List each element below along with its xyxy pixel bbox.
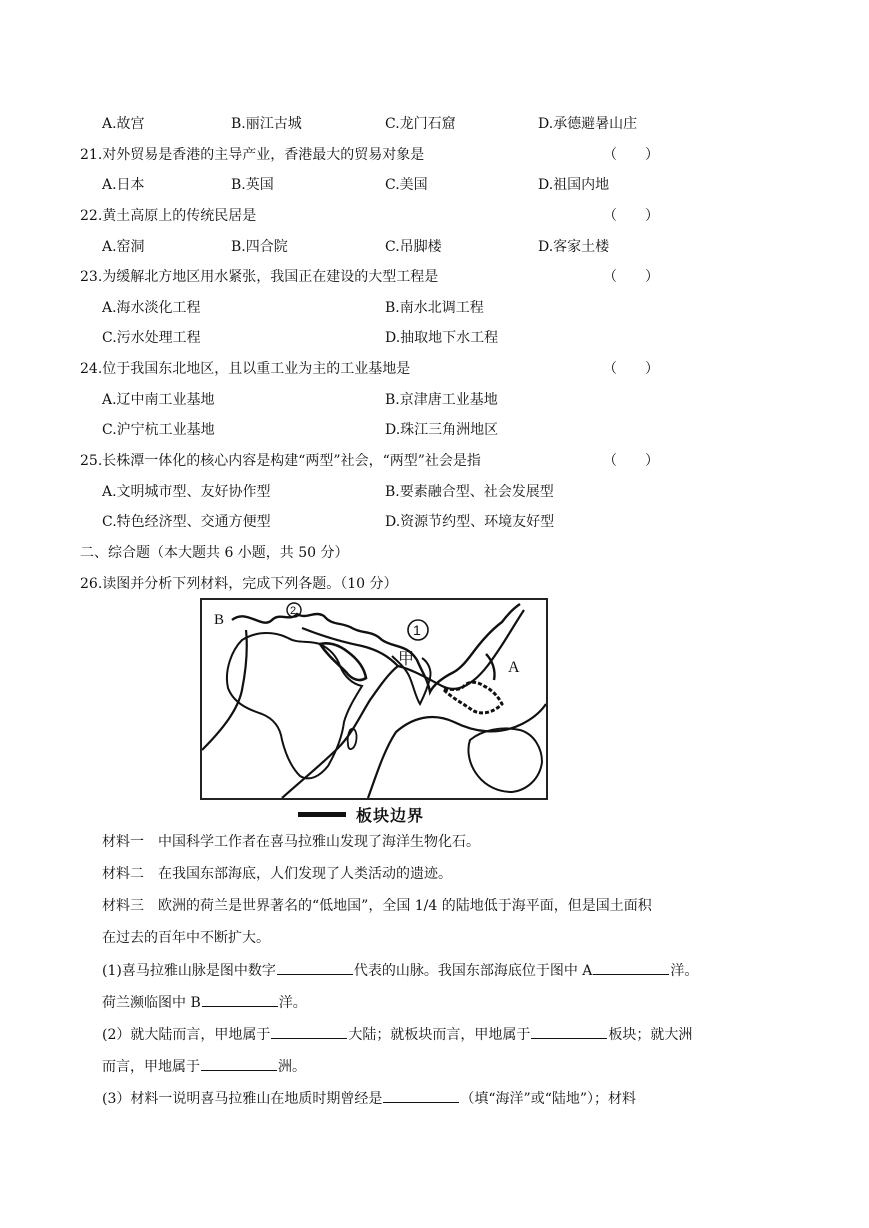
q23-answer-paren: （ ）: [603, 269, 659, 285]
sq3-text-a: (3）材料一说明喜马拉雅山在地质时期曾经是: [102, 1091, 383, 1107]
sq1-text-e: 洋。: [278, 995, 307, 1011]
sq2-text-c: 板块；就大洲: [608, 1027, 693, 1043]
map-label-b: B: [214, 612, 225, 628]
indonesia-islands: [444, 682, 502, 713]
q23-option-a: A.海水淡化工程: [102, 300, 201, 316]
q20-option-a: A.故宫: [102, 116, 145, 132]
q22-option-a: A.窑洞: [102, 239, 145, 255]
q20-option-c: C.龙门石窟: [385, 116, 456, 132]
q24-stem: 24.位于我国东北地区，且以重工业为主的工业基地是: [80, 361, 411, 377]
q24-option-b: B.京津唐工业基地: [385, 392, 498, 408]
plate-boundary-3: [368, 704, 546, 798]
answer-blank-3[interactable]: [202, 992, 278, 1007]
q22-option-c: C.吊脚楼: [385, 239, 442, 255]
sq2-text-d: 而言，甲地属于: [102, 1059, 200, 1075]
plate-boundary-1: [202, 630, 247, 750]
q23-option-c: C.污水处理工程: [102, 330, 201, 346]
q22-option-d: D.客家土楼: [538, 239, 610, 255]
sq2-text-a: (2）就大陆而言，甲地属于: [102, 1027, 271, 1043]
map-label-one-digit: 1: [413, 622, 421, 638]
legend-line-swatch: [298, 812, 346, 817]
map-drawing: [202, 600, 546, 798]
q25-option-d: D.资源节约型、环境友好型: [385, 514, 555, 530]
q21-stem: 21.对外贸易是香港的主导产业，香港最大的贸易对象是: [80, 147, 425, 163]
q20-option-d: D.承德避暑山庄: [538, 116, 638, 132]
answer-blank-5[interactable]: [531, 1024, 607, 1039]
map-label-jia: 甲: [398, 649, 415, 668]
sub-question-2-cont: [102, 1056, 306, 1077]
q21-answer-paren: （ ）: [603, 147, 659, 163]
material-3-line2: 在过去的百年中不断扩大。: [102, 930, 270, 946]
q22-option-b: B.四合院: [231, 239, 288, 255]
q22-stem: 22.黄土高原上的传统民居是: [80, 208, 257, 224]
q20-option-b: B.丽江古城: [231, 116, 302, 132]
answer-blank-2[interactable]: [593, 960, 669, 975]
q25-option-c: C.特色经济型、交通方便型: [102, 514, 271, 530]
answer-blank-7[interactable]: [383, 1088, 459, 1103]
legend-label: 板块边界: [356, 805, 425, 825]
map-label-two-digit: 2: [290, 605, 297, 617]
q25-answer-paren: （ ）: [603, 453, 659, 469]
sq1-text-a: (1)喜马拉雅山脉是图中数字: [102, 963, 276, 979]
sub-question-2: [102, 1024, 692, 1045]
sq1-text-c: 洋。: [670, 963, 699, 979]
q25-option-b: B.要素融合型、社会发展型: [385, 484, 554, 500]
plate-boundary-5: [302, 628, 398, 666]
q21-option-a: A.日本: [102, 177, 145, 193]
q24-answer-paren: （ ）: [603, 361, 659, 377]
sub-question-1: [102, 960, 698, 981]
sq1-text-d: 荷兰濒临图中 B: [102, 995, 201, 1011]
answer-blank-6[interactable]: [201, 1056, 277, 1071]
sub-question-3: [102, 1088, 636, 1109]
material-1: 材料一 中国科学工作者在喜马拉雅山发现了海洋生物化石。: [102, 834, 480, 850]
q23-option-b: B.南水北调工程: [385, 300, 484, 316]
sq2-text-b: 大陆；就板块而言，甲地属于: [348, 1027, 531, 1043]
q25-option-a: A.文明城市型、友好协作型: [102, 484, 271, 500]
material-2: 材料二 在我国东部海底，人们发现了人类活动的遗迹。: [102, 866, 452, 882]
q24-option-a: A.辽中南工业基地: [102, 392, 215, 408]
plate-boundary-map: [200, 598, 548, 800]
q25-stem: 25.长株潭一体化的核心内容是构建“两型”社会，“两型”社会是指: [80, 453, 481, 469]
map-legend: [298, 803, 424, 825]
q21-option-b: B.英国: [231, 177, 274, 193]
australia-outline: [468, 728, 542, 792]
plate-boundary-2: [282, 666, 398, 798]
section-heading: 二、综合题（本大题共 6 小题，共 50 分）: [80, 545, 349, 561]
q21-option-c: C.美国: [385, 177, 428, 193]
sq3-text-b: （填“海洋”或“陆地”）；材料: [460, 1091, 637, 1107]
answer-blank-4[interactable]: [271, 1024, 347, 1039]
q24-option-d: D.珠江三角洲地区: [385, 422, 499, 438]
q24-option-c: C.沪宁杭工业基地: [102, 422, 215, 438]
sub-question-1-cont: [102, 992, 307, 1013]
sq2-text-e: 洲。: [278, 1059, 306, 1075]
q23-stem: 23.为缓解北方地区用水紧张，我国正在建设的大型工程是: [80, 269, 439, 285]
q21-option-d: D.祖国内地: [538, 177, 610, 193]
q23-option-d: D.抽取地下水工程: [385, 330, 499, 346]
q22-answer-paren: （ ）: [603, 208, 659, 224]
q26-stem: 26.读图并分析下列材料，完成下列各题。（10 分）: [80, 576, 398, 592]
material-3-line1: 材料三 欧洲的荷兰是世界著名的“低地国”，全国 1/4 的陆地低于海平面，但是国土面积: [102, 898, 652, 914]
answer-blank-1[interactable]: [277, 960, 353, 975]
map-label-a: A: [508, 659, 520, 676]
sq1-text-b: 代表的山脉。我国东部海底位于图中 A: [353, 963, 593, 979]
